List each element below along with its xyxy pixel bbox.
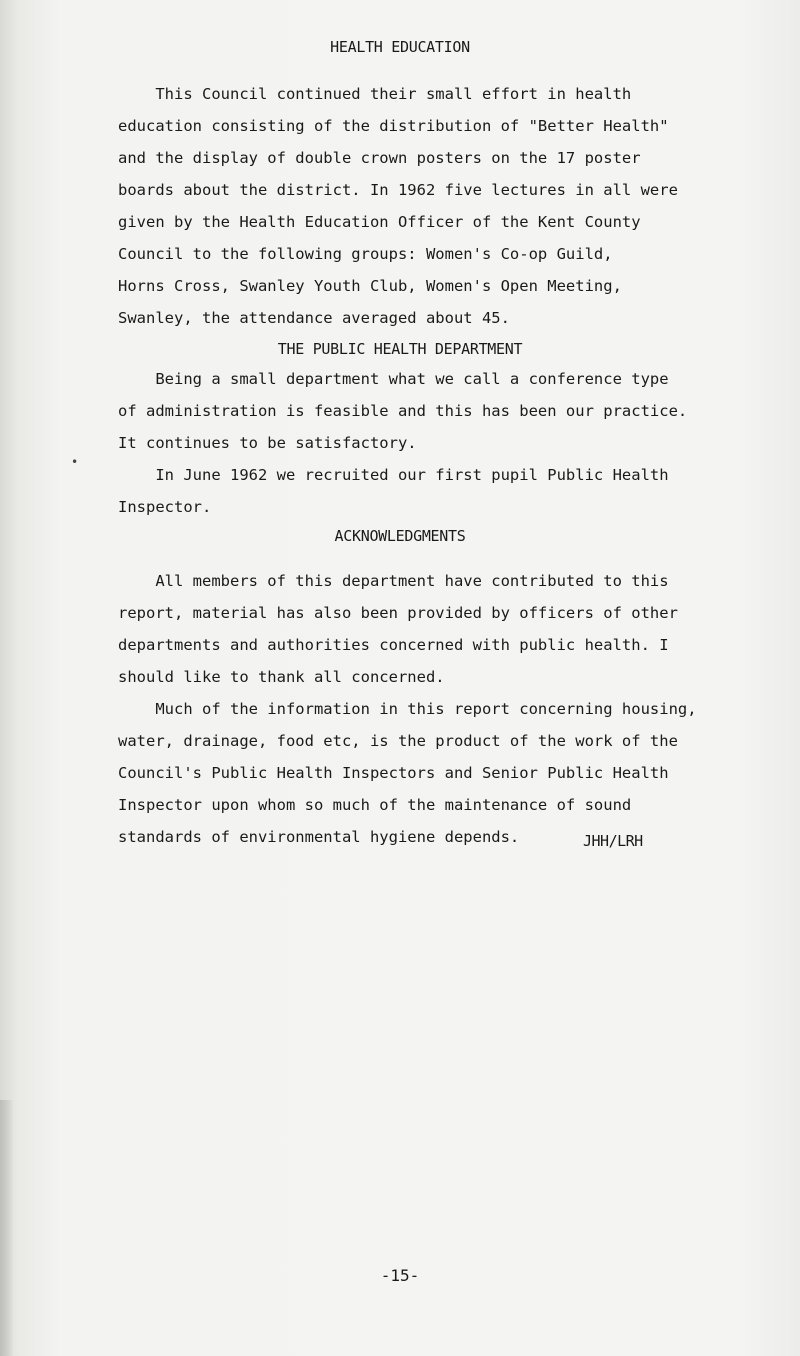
heading-public-health-department: THE PUBLIC HEALTH DEPARTMENT <box>277 340 523 358</box>
text-line: and the display of double crown posters on the 17 poster <box>118 149 641 167</box>
text-line: Being a small department what we call a conference type <box>118 370 669 388</box>
text-line: departments and authorities concerned with public health. I <box>118 636 669 654</box>
scan-edge-shadow <box>0 1100 14 1356</box>
text-line: standards of environmental hygiene depends. <box>118 828 520 846</box>
paragraph-health-education <box>118 78 678 334</box>
text-line: All members of this department have contributed to this <box>118 572 669 590</box>
scan-mark: • <box>71 455 79 469</box>
text-line: In June 1962 we recruited our first pupil Public Health <box>118 466 669 484</box>
text-line: Council to the following groups: Women's Co-op Guild, <box>118 245 613 263</box>
signoff-initials: JHH/LRH <box>583 832 643 850</box>
text-line: Inspector upon whom so much of the maintenance of sound <box>118 796 632 814</box>
text-line: Horns Cross, Swanley Youth Club, Women's Open Meeting, <box>118 277 622 295</box>
heading-health-education: HEALTH EDUCATION <box>330 38 470 56</box>
page-number: -15- <box>380 1266 420 1285</box>
paragraph-acknowledgments <box>118 565 697 853</box>
text-line: boards about the district. In 1962 five lectures in all were <box>118 181 678 199</box>
text-line: report, material has also been provided by officers of other <box>118 604 678 622</box>
text-line: of administration is feasible and this has been our practice. <box>118 402 688 420</box>
text-line: This Council continued their small effort in health <box>118 85 632 103</box>
text-line: Swanley, the attendance averaged about 45. <box>118 309 510 327</box>
text-line: given by the Health Education Officer of the Kent County <box>118 213 641 231</box>
text-line: should like to thank all concerned. <box>118 668 445 686</box>
text-line: education consisting of the distribution of "Better Health" <box>118 117 669 135</box>
text-line: water, drainage, food etc, is the product of the work of the <box>118 732 678 750</box>
heading-acknowledgments: ACKNOWLEDGMENTS <box>334 527 466 545</box>
text-line: It continues to be satisfactory. <box>118 434 417 452</box>
text-line: Inspector. <box>118 498 212 516</box>
text-line: Much of the information in this report concerning housing, <box>118 700 697 718</box>
paragraph-public-health-department <box>118 363 688 523</box>
text-line: Council's Public Health Inspectors and Senior Public Health <box>118 764 669 782</box>
